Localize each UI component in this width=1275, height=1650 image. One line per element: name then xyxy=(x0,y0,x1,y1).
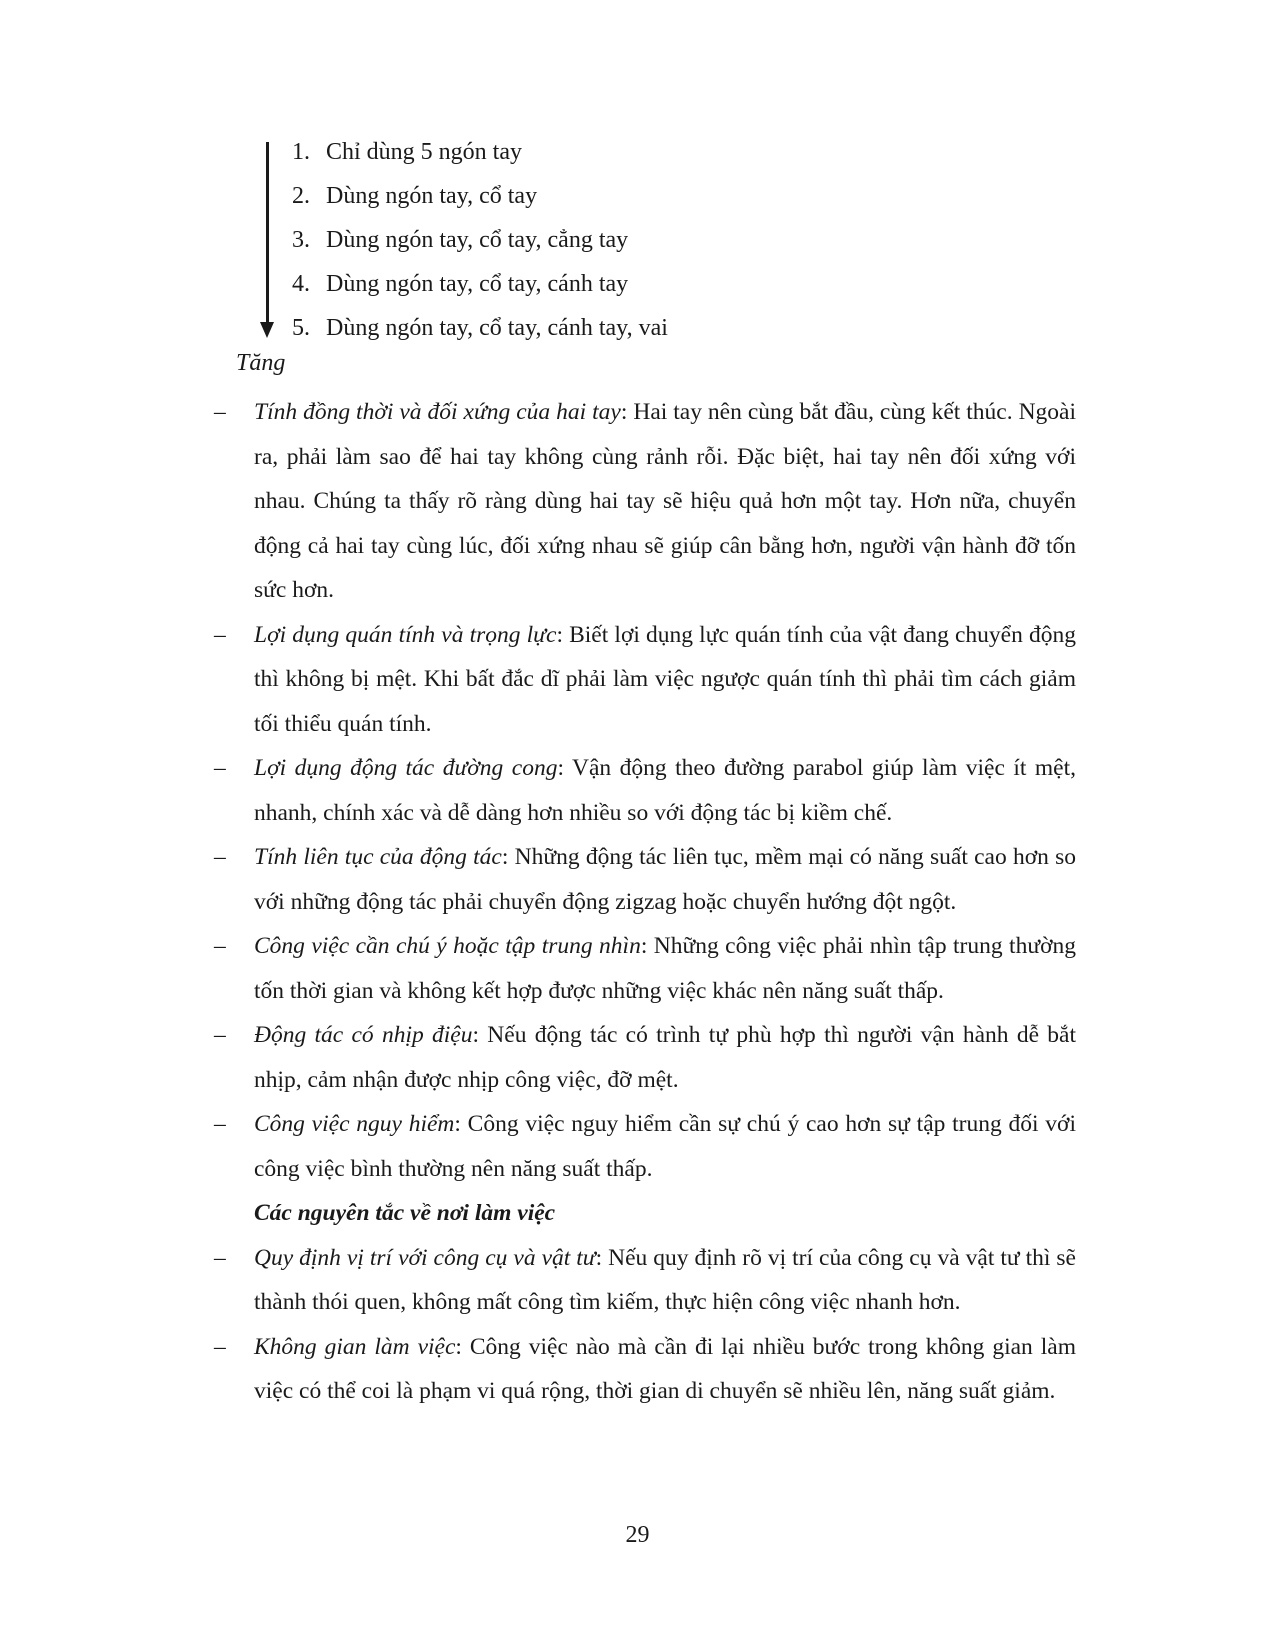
bullet-item: – Công việc nguy hiểm: Công việc nguy hiểm cần sự chú ý cao hơn sự tập trung đối với công việc bình thường nên năng suất thấp. xyxy=(214,1111,1076,1182)
bullet-item: – Động tác có nhịp điệu: Nếu động tác có trình tự phù hợp thì người vận hành dễ bắt nhịp, cảm nhận được nhịp công việc, đỡ mệt. xyxy=(214,1022,1076,1093)
body-content xyxy=(214,390,1076,1414)
list-item: 2. Dùng ngón tay, cổ tay xyxy=(292,183,538,209)
increase-arrow-line xyxy=(266,142,269,324)
list-item: 3. Dùng ngón tay, cổ tay, cẳng tay xyxy=(292,227,629,253)
section-heading: Các nguyên tắc về nơi làm việc xyxy=(254,1200,556,1226)
bullet-item: – Tính đồng thời và đối xứng của hai tay: Hai tay nên cùng bắt đầu, cùng kết thúc. Ngoài ra, phải làm sao để hai tay không cùng rảnh rỗi. Đặc biệt, hai tay nên đối xứng với nhau. Chúng ta thấy rõ ràng dùng hai tay sẽ hiệu quả hơn một tay. Hơn nữa, chuyển động cả hai tay cùng lúc, đối xứng nhau sẽ giúp cân bằng hơn, người vận hành đỡ tốn sức hơn. xyxy=(214,399,1076,603)
list-item: 1. Chỉ dùng 5 ngón tay xyxy=(292,139,522,165)
bullet-item: – Lợi dụng quán tính và trọng lực: Biết lợi dụng lực quán tính của vật đang chuyển động thì không bị mệt. Khi bất đắc dĩ phải làm việc ngược quán tính thì phải tìm cách giảm tối thiểu quán tính. xyxy=(214,621,1076,737)
list-item: 5. Dùng ngón tay, cổ tay, cánh tay, vai xyxy=(292,315,668,341)
page-number: 29 xyxy=(625,1522,650,1548)
bullet-item: – Công việc cần chú ý hoặc tập trung nhìn: Những công việc phải nhìn tập trung thường tốn thời gian và không kết hợp được những việc khác nên năng suất thấp. xyxy=(214,933,1076,1004)
numbered-list xyxy=(292,130,668,350)
bullet-item: – Lợi dụng động tác đường cong: Vận động theo đường parabol giúp làm việc ít mệt, nhanh, chính xác và dễ dàng hơn nhiều so với động tác bị kiềm chế. xyxy=(214,755,1076,826)
arrow-label: Tăng xyxy=(236,350,286,376)
bullet-item: – Tính liên tục của động tác: Những động tác liên tục, mềm mại có năng suất cao hơn so với những động tác phải chuyển động zigzag hoặc chuyển hướng đột ngột. xyxy=(214,844,1077,915)
list-item: 4. Dùng ngón tay, cổ tay, cánh tay xyxy=(292,271,629,297)
bullet-item: – Không gian làm việc: Công việc nào mà cần đi lại nhiều bước trong không gian làm việc có thể coi là phạm vi quá rộng, thời gian di chuyển sẽ nhiều lên, năng suất giảm. xyxy=(214,1333,1076,1404)
arrow-down-icon xyxy=(260,322,274,338)
bullet-item: – Quy định vị trí với công cụ và vật tư: Nếu quy định rõ vị trí của công cụ và vật tư thì sẽ thành thói quen, không mất công tìm kiếm, thực hiện công việc nhanh hơn. xyxy=(214,1244,1076,1315)
